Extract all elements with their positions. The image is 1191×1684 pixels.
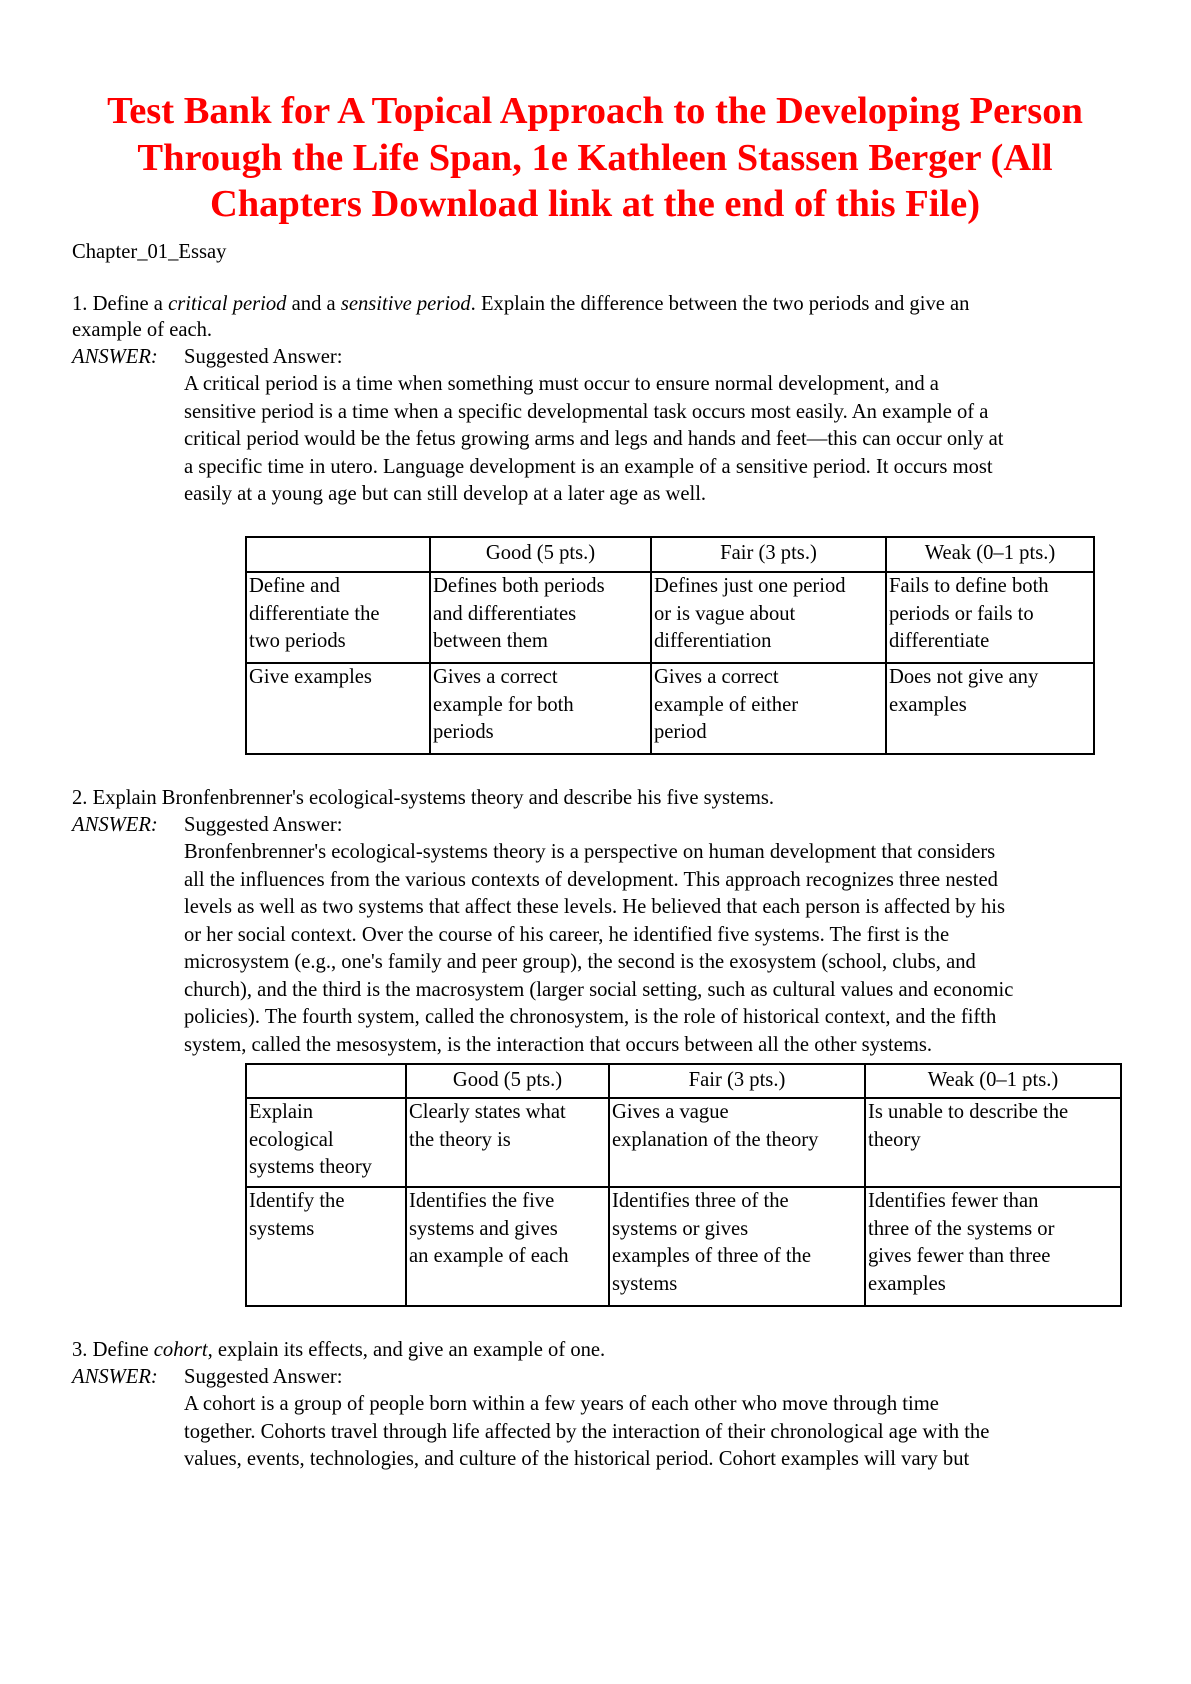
cell-line: Identifies three of the [612,1190,789,1212]
cell-line: Explain [249,1101,314,1123]
rubric-good [406,1098,609,1187]
cell-line: Identifies fewer than [868,1190,1039,1212]
rubric-fair [651,572,886,663]
title-line: Chapters Download link at the end of this File) [209,183,981,225]
prompt-text: Define [92,1339,154,1361]
answer-line: all the influences from the various contexts of development. This approach recognizes three nested [184,868,998,891]
rubric-row [246,663,1094,754]
rubric-criterion [246,663,430,754]
cell-line: between them [433,630,548,652]
rubric-header-fair: Fair (3 pts.) [651,537,886,572]
answer-line: together. Cohorts travel through life affected by the interaction of their chronological age with the [184,1420,990,1443]
cell-line: examples [868,1272,946,1295]
cell-line: systems [612,1272,678,1295]
rubric-good [406,1187,609,1306]
cell-line: periods or fails to [889,602,1034,625]
prompt-text: Define a [92,293,169,315]
answer-line: a specific time in utero. Language development is an example of a sensitive period. It occurs most [184,455,993,478]
cell-line: theory [868,1128,921,1151]
answer-label: ANSWER: [72,346,158,368]
rubric-header-weak: Weak (0–1 pts.) [865,1064,1121,1098]
answer-line: levels as well as two systems that affect these levels. He believed that each person is affected by his [184,896,1006,918]
question-number: 1. [72,293,88,315]
question-number: 3. [72,1339,88,1361]
rubric-good [430,572,651,663]
cell-line: and differentiates [433,602,577,625]
cell-line: Give examples [249,666,372,688]
cell-line: systems theory [249,1156,372,1178]
rubric-header-criterion [246,1064,406,1098]
cell-line: an example of each [409,1245,569,1267]
rubric-criterion [246,1187,406,1306]
cell-line: systems [249,1217,315,1240]
answer-line: microsystem (e.g., one's family and peer group), the second is the exosystem (school, clubs, and [184,951,976,973]
rubric-criterion [246,1098,406,1187]
rubric-good [430,663,651,754]
answer-text [184,371,1004,509]
answer-line: critical period would be the fetus growing arms and legs and hands and feet—this can occur only at [184,428,1004,450]
answer-line: sensitive period is a time when a specific developmental task occurs most easily. An example of a [184,400,989,423]
answer-label: ANSWER: [72,1366,158,1388]
suggested-answer-label: Suggested Answer: [184,346,343,368]
prompt-term: sensitive period [340,293,471,315]
answer-text [184,839,1013,1059]
cell-line: differentiate [889,630,990,652]
document-title [60,88,1130,228]
cell-line: Does not give any [889,666,1039,688]
cell-line: Identifies the five [409,1190,555,1212]
cell-line: explanation of the theory [612,1128,819,1151]
cell-line: period [654,721,707,743]
question-number: 2. [72,787,88,809]
rubric-fair [651,663,886,754]
cell-line: periods [433,721,494,743]
rubric-header-good: Good (5 pts.) [430,537,651,572]
question-prompt [72,785,774,813]
cell-line: two periods [249,630,346,652]
rubric-criterion [246,572,430,663]
rubric-weak [886,572,1094,663]
rubric-weak [886,663,1094,754]
suggested-answer-label: Suggested Answer: [184,1366,343,1388]
answer-line: easily at a young age but can still develop at a later age as well. [184,483,707,505]
title-line: Through the Life Span, 1e Kathleen Stassen Berger (All [137,136,1053,179]
cell-line: the theory is [409,1128,511,1151]
answer-line: Bronfenbrenner's ecological-systems theory is a perspective on human development that considers [184,841,996,863]
answer-line: system, called the mesosystem, is the interaction that occurs between all the other systems. [184,1033,933,1056]
cell-line: systems and gives [409,1217,558,1240]
answer-line: values, events, technologies, and culture of the historical period. Cohort examples will vary but [184,1448,970,1470]
answer-label: ANSWER: [72,814,158,836]
prompt-term: cohort [153,1339,208,1361]
rubric-row [246,572,1094,663]
chapter-label: Chapter_01_Essay [72,241,227,263]
cell-line: Fails to define both [889,575,1049,597]
cell-line: or is vague about [654,602,796,625]
prompt-text: , explain its effects, and give an example of one. [207,1339,606,1361]
cell-line: Defines just one period [654,575,846,597]
cell-line: differentiation [654,630,772,652]
cell-line: three of the systems or [868,1217,1055,1240]
rubric-row [246,1187,1121,1306]
rubric-fair [609,1187,865,1306]
cell-line: gives fewer than three [868,1245,1051,1267]
rubric-header-fair: Fair (3 pts.) [609,1064,865,1098]
rubric-weak [865,1098,1121,1187]
cell-line: Is unable to describe the [868,1101,1069,1123]
cell-line: systems or gives [612,1217,749,1240]
cell-line: example for both [433,693,574,716]
cell-line: examples [889,693,967,716]
answer-line: church), and the third is the macrosystem (larger social setting, such as cultural values and economic [184,978,1014,1001]
answer-line: A critical period is a time when something must occur to ensure normal development, and a [184,373,939,395]
prompt-text: . Explain the difference between the two periods and give an [470,293,970,315]
rubric-table [245,1063,1122,1307]
question-prompt [72,291,969,319]
rubric-weak [865,1187,1121,1306]
answer-line: A cohort is a group of people born within a few years of each other who move through time [184,1393,939,1415]
rubric-fair [609,1098,865,1187]
cell-line: Clearly states what [409,1101,566,1123]
answer-line: policies). The fourth system, called the chronosystem, is the role of historical context, and the fifth [184,1006,997,1028]
prompt-text: Explain Bronfenbrenner's ecological-systems theory and describe his five systems. [92,787,775,809]
rubric-row [246,1098,1121,1187]
question-prompt [72,1337,605,1365]
cell-line: differentiate the [249,602,380,625]
cell-line: Identify the [249,1190,345,1212]
suggested-answer-label: Suggested Answer: [184,814,343,836]
question-prompt-continued: example of each. [72,319,213,341]
cell-line: Gives a vague [612,1101,729,1123]
rubric-header-criterion [246,537,430,572]
cell-line: Defines both periods [433,575,605,597]
rubric-header-row [246,537,1094,572]
prompt-text: and a [286,293,341,315]
cell-line: Gives a correct [433,666,558,688]
rubric-header-row [246,1064,1121,1098]
rubric-header-good: Good (5 pts.) [406,1064,609,1098]
rubric-header-weak: Weak (0–1 pts.) [886,537,1094,572]
cell-line: ecological [249,1128,334,1151]
prompt-term: critical period [168,293,287,315]
cell-line: Define and [249,575,340,597]
answer-line: or her social context. Over the course of his career, he identified five systems. The first is the [184,923,950,946]
rubric-table [245,536,1095,755]
cell-line: Gives a correct [654,666,779,688]
cell-line: examples of three of the [612,1245,811,1267]
cell-line: example of either [654,693,799,716]
answer-text [184,1391,989,1474]
title-line: Test Bank for A Topical Approach to the Developing Person [107,90,1083,132]
